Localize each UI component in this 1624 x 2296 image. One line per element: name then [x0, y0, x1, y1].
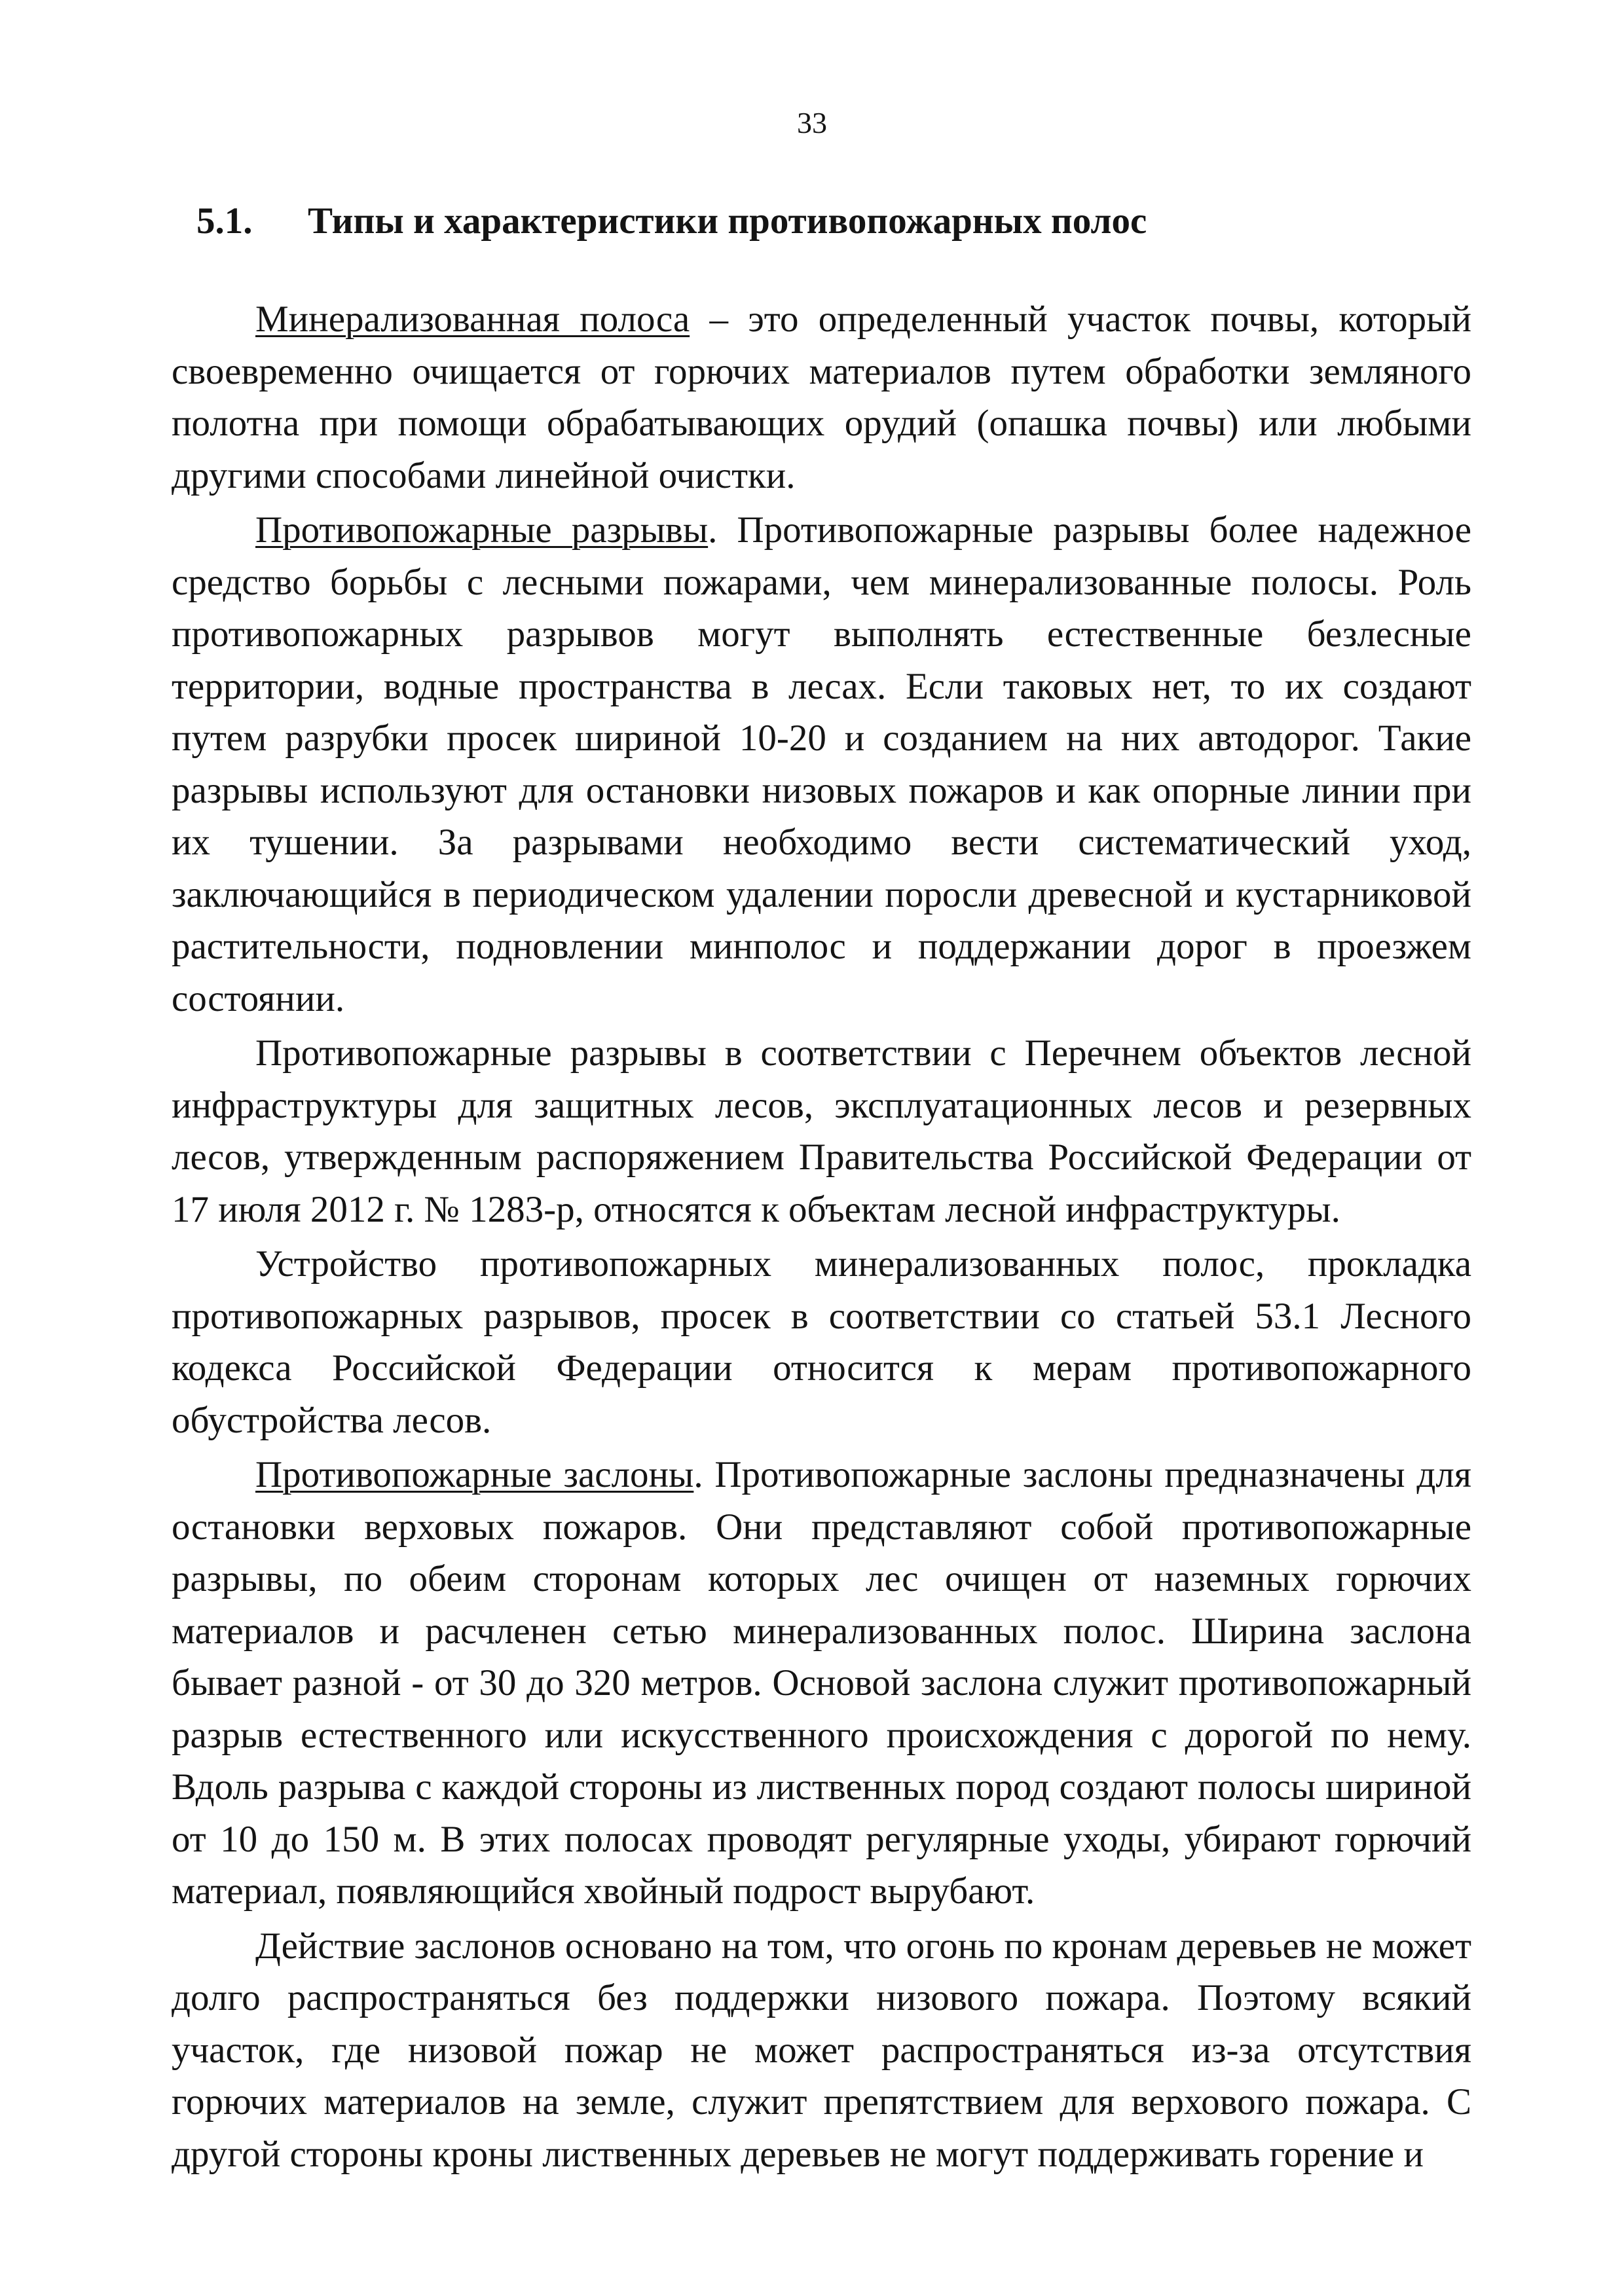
paragraph-forest-code: [172, 1238, 1471, 1446]
paragraph-text: Противопожарные разрывы в соответствии с Перечнем объектов лесной инфраструктуры для защитных лесов, эксплуатационных лесов и резервных лесов, утвержденным распоряжением Правительства Российской Федерации от 17 июля 2012 г. № 1283-р, относятся к объектам лесной инфраструктуры.: [172, 1032, 1471, 1230]
paragraph-text: Устройство противопожарных минерализованных полос, прокладка противопожарных разрывов, просек в соответствии со статьей 53.1 Лесного кодекса Российской Федерации относится к мерам противопожарного обустройства лесов.: [172, 1243, 1471, 1441]
term-fire-barriers: Противопожарные заслоны: [255, 1454, 694, 1495]
section-heading: [196, 195, 1147, 247]
paragraph-infrastructure: [172, 1027, 1471, 1235]
paragraph-mineralized-strip: [172, 293, 1471, 501]
section-number: 5.1.: [196, 200, 253, 242]
paragraph-barrier-action: [172, 1920, 1471, 2181]
paragraph-fire-barriers: [172, 1449, 1471, 1918]
paragraph-firebreaks: [172, 504, 1471, 1025]
term-mineralized-strip: Минерализованная полоса: [255, 299, 690, 340]
paragraph-text: . Противопожарные заслоны предназначены для остановки верховых пожаров. Они представляют собой противопожарные разрывы, по обеим сторонам которых лес очищен от наземных горючих материалов и расчленен сетью минерализованных полос. Ширина заслона бывает разной - от 30 до 320 метров. Основой заслона служит противопожарный разрыв естественного или искусственного происхождения с дорогой по нему. Вдоль разрыва с каждой стороны из лиственных пород создают полосы шириной от 10 до 150 м. В этих полосах проводят регулярные уходы, убирают горючий материал, появляющийся хвойный подрост вырубают.: [172, 1454, 1472, 1912]
page-number: 33: [797, 106, 827, 139]
body-text: [172, 293, 1471, 2180]
term-firebreaks: Противопожарные разрывы: [255, 509, 709, 551]
paragraph-text: Действие заслонов основано на том, что огонь по кронам деревьев не может долго распространяться без поддержки низового пожара. Поэтому всякий участок, где низовой пожар не может распространяться из-за отсутствия горючих материалов на земле, служит препятствием для верхового пожара. С другой стороны кроны лиственных деревьев не могут поддерживать горение и: [172, 1925, 1471, 2175]
paragraph-text: – это определенный участок почвы, который своевременно очищается от горючих материалов путем обработки земляного полотна при помощи обрабатывающих орудий (опашка почвы) или любыми другими способами линейной очистки.: [172, 299, 1471, 496]
paragraph-text: . Противопожарные разрывы более надежное средство борьбы с лесными пожарами, чем минерализованные полосы. Роль противопожарных разрывов могут выполнять естественные безлесные территории, водные пространства в лесах. Если таковых нет, то их создают путем разрубки просек шириной 10-20 и созданием на них автодорог. Такие разрывы используют для остановки низовых пожаров и как опорные линии при их тушении. За разрывами необходимо вести систематический уход, заключающийся в периодическом удалении поросли древесной и кустарниковой растительности, подновлении минполос и поддержании дорог в проезжем состоянии.: [172, 509, 1471, 1019]
section-title: Типы и характеристики противопожарных полос: [308, 200, 1147, 242]
